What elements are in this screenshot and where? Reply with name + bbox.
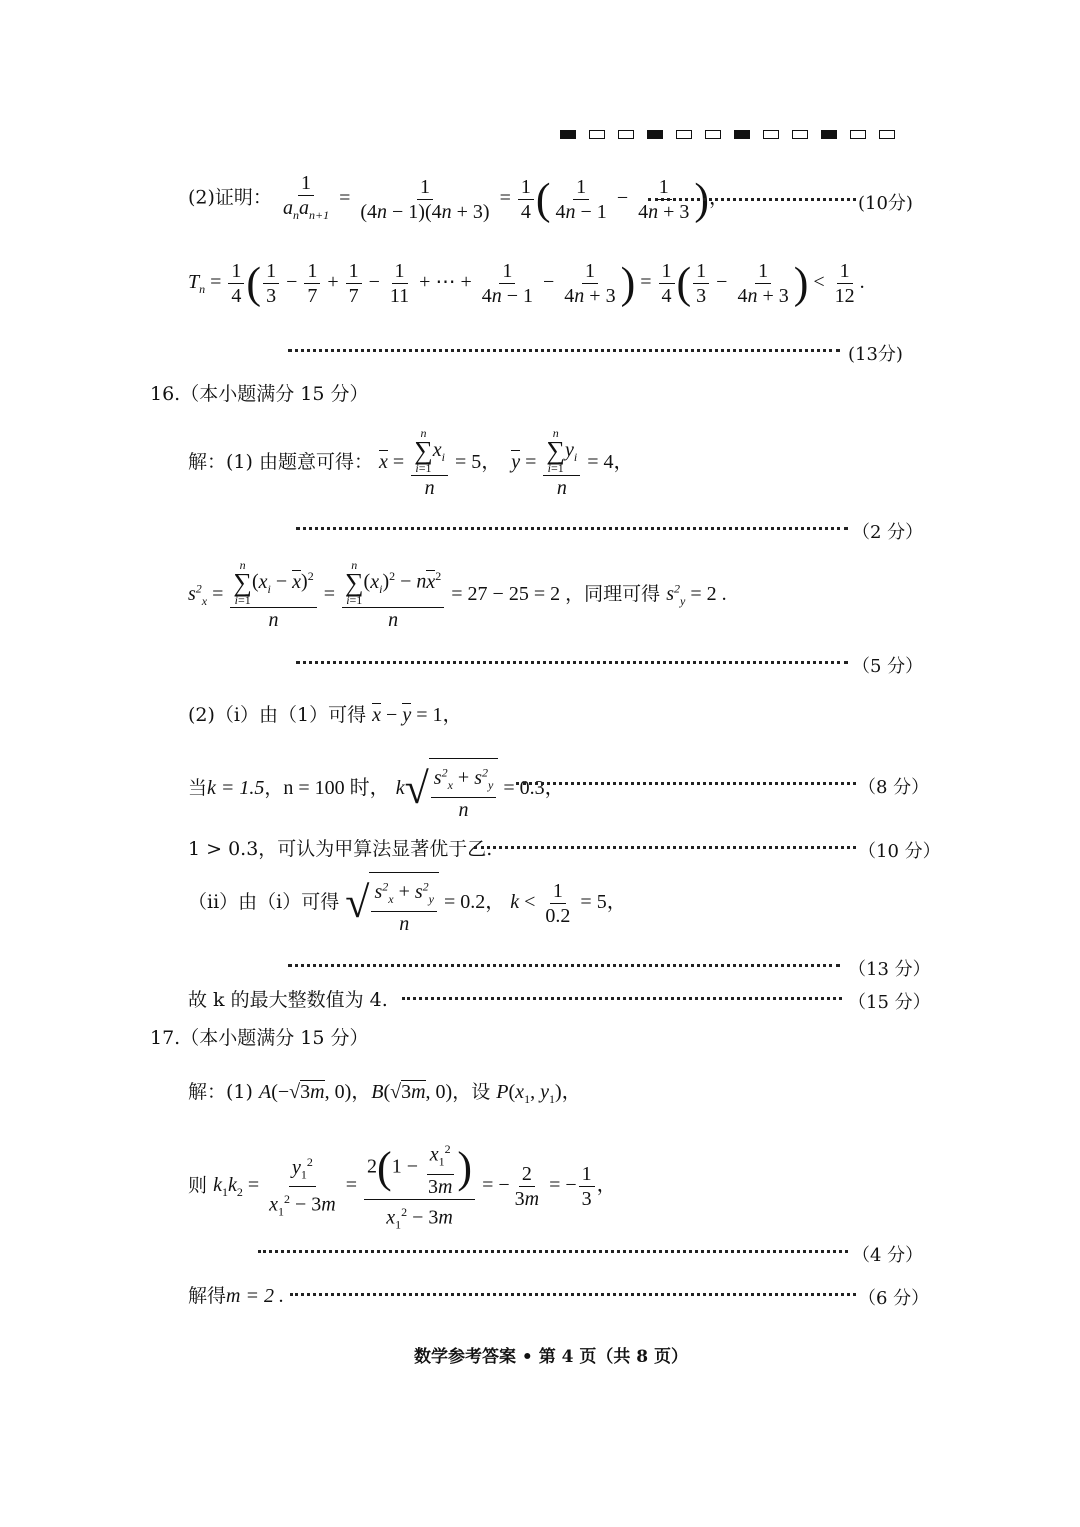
k-value: k = 1.5 xyxy=(207,776,265,799)
score-label: （2 分） xyxy=(852,522,924,543)
dot-leader xyxy=(296,661,848,664)
dot-leader xyxy=(258,1250,848,1253)
dot-leader xyxy=(474,846,856,849)
score-label: （8 分） xyxy=(858,777,930,798)
mark-square xyxy=(647,130,663,139)
m-value: m = 2 . xyxy=(226,1285,284,1307)
score-label: (13分) xyxy=(848,344,903,365)
q16-means: 解：(1) 由题意可得： x = n ∑ i=1 $x_i$ n = 5， y = n ∑ i=1 $y_i$ n = 4， xyxy=(188,426,634,499)
proof-lead: (2)证明： xyxy=(188,186,272,209)
mark-square xyxy=(879,130,895,139)
q16-final: 故 k 的最大整数值为 4. xyxy=(188,989,388,1011)
mark-square xyxy=(734,130,750,139)
mark-square xyxy=(618,130,634,139)
when-text: 当 xyxy=(188,776,208,799)
dot-leader xyxy=(288,964,840,967)
n-value: n = 100 时， xyxy=(283,776,390,799)
mark-square xyxy=(792,130,808,139)
q16-title: 16.（本小题满分 15 分） xyxy=(150,383,369,405)
dot-leader xyxy=(288,349,840,352)
ii-lead: （ii）由（i）可得 xyxy=(188,890,340,913)
q17-lead: 解：(1) xyxy=(188,1081,253,1103)
mark-square xyxy=(560,130,576,139)
mark-square xyxy=(763,130,779,139)
q16-conclusion: 1 > 0.3，可认为甲算法显著优于乙. xyxy=(188,838,493,860)
q17-title: 17.（本小题满分 15 分） xyxy=(150,1027,369,1049)
q17-slopes: 则 $k_1k_2$ = $\frac{y_1^2}{x_1^2 - 3m}$ = 2(1 − $\frac{x_1^2}{3m}$ ) $x_1^2 - 3m$ = − $\frac{2}{3m}$ = − $\frac{1}{3}$ ， xyxy=(188,1138,617,1235)
mark-square xyxy=(821,130,837,139)
then-text: 则 xyxy=(188,1174,208,1197)
dot-leader xyxy=(516,782,856,785)
mark-square xyxy=(705,130,721,139)
header-marks xyxy=(560,124,908,143)
formula: $\frac{1}{a_na_{n+1}}$ = $\frac{1}{(4n - 1)(4n + 3)}$ = $\frac{1}{4}$ ( $\frac{1}{4n - 1}$ − $\frac{1}{4n + 3}$ )， xyxy=(282,172,730,223)
mark-square xyxy=(589,130,605,139)
q17-solve xyxy=(188,1284,284,1308)
score-label: （15 分） xyxy=(848,992,931,1013)
solve-text: 解得 xyxy=(188,1285,227,1307)
q16-ii-line: （ii）由（i）可得 √ $\frac{s^2_x + s^2_y}{n}$ = 0.2， k < $\frac{1}{0.2}$ = 5， xyxy=(188,872,627,935)
score-label: （4 分） xyxy=(852,1245,924,1266)
mark-square xyxy=(676,130,692,139)
q16-part2-line: (2)（i）由（1）可得 x − y = 1， xyxy=(188,704,463,726)
part2-lead: (2)（i）由（1）可得 xyxy=(188,704,367,726)
dot-leader xyxy=(296,527,848,530)
q16-lead: 解：(1) 由题意可得： xyxy=(188,451,373,474)
score-label: (10分) xyxy=(858,193,913,214)
score-label: （5 分） xyxy=(852,656,924,677)
dot-leader xyxy=(402,997,842,1000)
same-text: ，同理可得 xyxy=(565,583,661,606)
q16-variance: $s^2_x$ = n ∑ i=1 $(x_i - x)^2$ n = n ∑ i=1 $(x_i)^2 - nx^2$ n = 27 − 25 = 2 ，同理可得 $s^2_y = 2$ . xyxy=(188,558,727,631)
set-p-text: ，设 xyxy=(452,1081,491,1103)
q16-k-line: 当k = 1.5，n = 100 时， k √ $\frac{s^2_x + s^2_y}{n}$ = 0.3， xyxy=(188,758,565,821)
score-label: （10 分） xyxy=(858,841,941,862)
score-label: （6 分） xyxy=(858,1288,930,1309)
tn-formula: $T_n$ = $\frac{1}{4}$ ( $\frac{1}{3}$ − $\frac{1}{7}$ + $\frac{1}{7}$ − $\frac{1}{11}$ + ⋯ + $\frac{1}{4n - 1}$ − $\frac{1}{4n + 3}$ ) = $\frac{1}{4}$ ( $\frac{1}{3}$ − $\frac{1}{4n + 3}$ ) < $\frac{1}{12}$ . xyxy=(188,258,865,308)
page-footer: 数学参考答案 • 第 4 页（共 8 页） xyxy=(414,1347,689,1367)
mark-square xyxy=(850,130,866,139)
dot-leader xyxy=(648,198,856,201)
dot-leader xyxy=(290,1293,856,1296)
score-label: （13 分） xyxy=(848,959,931,980)
q17-points: 解：(1) A(−√3m, 0)，B(√3m, 0)，设 $P(x_1$, $y_1$)， xyxy=(188,1081,582,1106)
